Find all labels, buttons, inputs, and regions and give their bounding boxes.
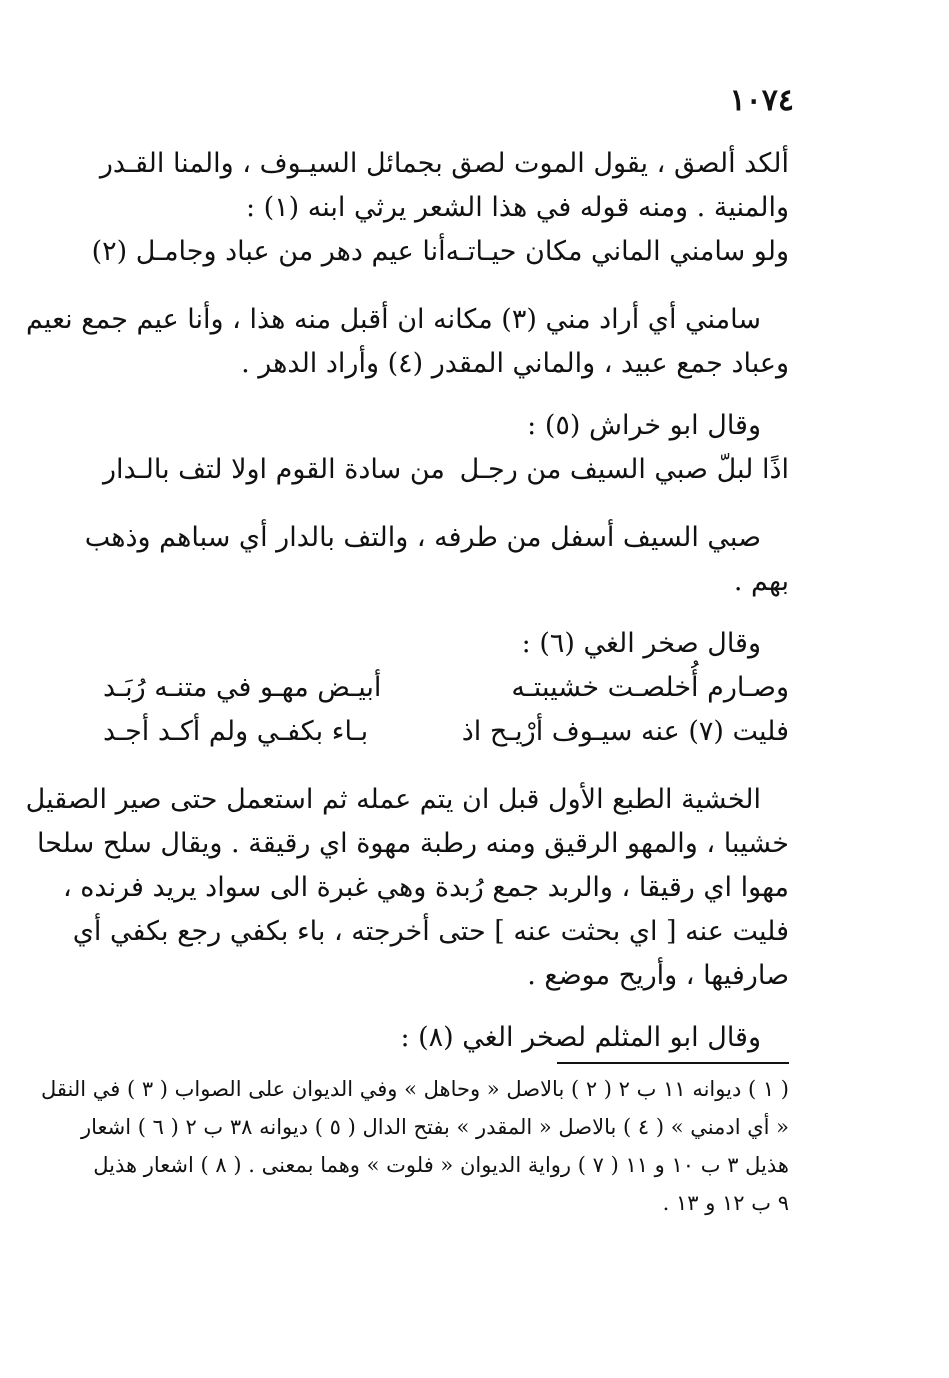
footnotes — [40, 1070, 789, 1222]
verse-line — [103, 710, 789, 754]
verse-hemistich-second: أبيـض مهـو في متنـه رُبَـد — [103, 672, 382, 703]
text-line: صبي السيف أسفل من طرفه ، والتف بالدار أي سباهم وذهب — [84, 522, 761, 553]
verse-hemistich-first: ولو سامني الماني مكان حيـاتـه — [445, 236, 789, 267]
footnote-separator — [557, 1062, 789, 1064]
footnote-line: ( ١ ) ديوانه ١١ ب ٢ ( ٢ ) بالاصل « وحاهل » وفي الديوان على الصواب ( ٣ ) في النقل — [40, 1077, 789, 1101]
verse-line — [103, 448, 789, 492]
paragraph-4 — [25, 778, 789, 998]
verse-line — [91, 230, 789, 274]
verse-hemistich-second: من سادة القوم اولا لتف بالـدار — [103, 454, 445, 485]
footnote-line: هذيل ٣ ب ١٠ و ١١ ( ٧ ) رواية الديوان « فلوت » وهما بمعنى . ( ٨ ) اشعار هذيل — [93, 1153, 789, 1177]
text-line: صارفيها ، وأريح موضع . — [527, 960, 789, 991]
text-line: والمنية . ومنه قوله في هذا الشعر يرثي ابنه (١) : — [245, 192, 789, 223]
poem-intro: وقال ابو المثلم لصخر الغي (٨) : — [400, 1022, 761, 1053]
paragraph-3 — [84, 516, 789, 604]
text-line: بهم . — [733, 566, 789, 597]
paragraph-1 — [99, 142, 789, 230]
poem-intro: وقال صخر الغي (٦) : — [521, 628, 761, 659]
verse-hemistich-first: اذًا لبلّ صبي السيف من رجـل — [459, 454, 789, 485]
text-line: ألكد ألصق ، يقول الموت لصق بجمائل السيـوف ، والمنا القـدر — [99, 148, 789, 179]
text-line: خشيبا ، والمهو الرقيق ومنه رطبة مهوة اي رقيقة . ويقال سلح سلحا — [37, 828, 789, 859]
text-line: مهوا اي رقيقا ، والربد جمع رُبدة وهي غبرة الى سواد يريد فرنده ، — [62, 872, 789, 903]
poem-intro: وقال ابو خراش (٥) : — [527, 410, 761, 441]
text-line: فليت عنه [ اي بحثت عنه ] حتى أخرجته ، باء بكفي رجع بكفي أي — [72, 916, 789, 947]
text-line: سامني أي أراد مني (٣) مكانه ان أقبل منه هذا ، وأنا عيم جمع نعيم — [25, 304, 761, 335]
page-number: ١٠٧٤ — [729, 83, 794, 118]
text-line: الخشية الطبع الأول قبل ان يتم عمله ثم استعمل حتى صير الصقيل — [25, 784, 761, 815]
paragraph-2 — [25, 298, 789, 386]
verse-line — [103, 666, 789, 710]
verse-hemistich-first: فليت (٧) عنه سيـوف أرْيـح اذ — [461, 716, 789, 747]
verse-hemistich-second: بـاء بكفـي ولم أكـد أجـد — [103, 716, 369, 747]
verse-hemistich-second: أنا عيم دهر من عباد وجامـل (٢) — [91, 236, 446, 267]
footnote-line: ٩ ب ١٢ و ١٣ . — [662, 1191, 789, 1215]
footnote-line: « أي ادمني » ( ٤ ) بالاصل « المقدر » بفتح الدال ( ٥ ) ديوانه ٣٨ ب ٢ ( ٦ ) اشعار — [80, 1115, 789, 1139]
verse-hemistich-first: وصـارم أُخلصـت خشيبتـه — [511, 672, 789, 703]
text-line: وعباد جمع عبيد ، والماني المقدر (٤) وأراد الدهر . — [241, 348, 789, 379]
